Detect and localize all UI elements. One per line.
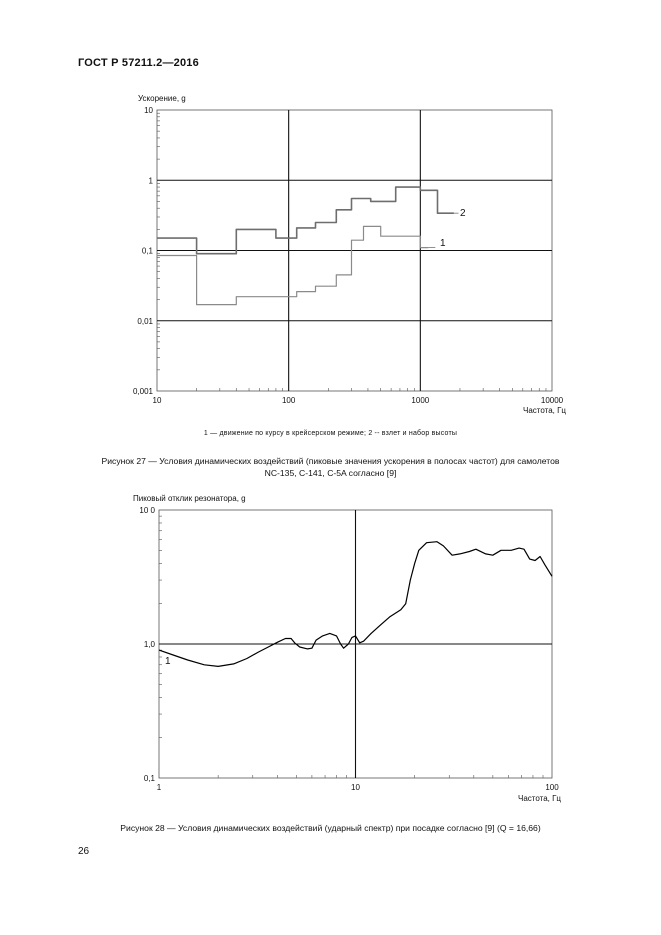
chart1-series-2-line [157, 187, 454, 254]
chart1-y-tick-label-1: 1 [148, 176, 153, 186]
chart2-x-tick-label-1: 1 [156, 783, 162, 792]
chart1-series-tag-2: 2 [460, 208, 466, 219]
figure27-caption [60, 455, 601, 479]
page-number: 26 [78, 846, 90, 857]
chart2-y-tick-label-10 0: 10 0 [139, 506, 155, 515]
page-header: ГОСТ Р 57211.2—2016 [78, 57, 199, 69]
figure27-legend-note: 1 — движение по курсу в крейсерском режиме; 2 -- взлет и набор высоты [203, 430, 458, 437]
chart1-y-tick-label-0,01: 0,01 [137, 316, 153, 326]
chart2-x-tick-label-100: 100 [545, 783, 559, 792]
chart1-series-tag-1: 1 [440, 238, 446, 249]
figure27-caption-line2: NC-135, C-141, C-5A согласно [9] [264, 468, 397, 478]
chart1-y-axis-title: Ускорение, g [138, 94, 186, 103]
chart1-x-tick-label-100: 100 [281, 396, 296, 405]
figure27-caption-line1: Рисунок 27 — Условия динамических воздействий (пиковые значения ускорения в полосах частот) для самолетов [101, 456, 560, 466]
chart1-x-tick-label-1000: 1000 [411, 396, 430, 405]
figure28-caption: Рисунок 28 — Условия динамических воздействий (ударный спектр) при посадке согласно [9] (Q = 16,66) [120, 823, 541, 833]
chart1-x-tick-label-10: 10 [152, 396, 162, 405]
chart1-y-tick-label-0,1: 0,1 [141, 246, 153, 256]
chart2-y-axis-title: Пиковый отклик резонатора, g [133, 494, 246, 503]
chart2-x-axis-title: Частота, Гц [517, 794, 561, 803]
chart2-y-tick-label-0,1: 0,1 [143, 774, 155, 783]
chart1-x-tick-label-10000: 10000 [540, 396, 564, 405]
chart2-x-tick-label-10: 10 [351, 783, 360, 792]
chart1-y-tick-label-10: 10 [144, 106, 153, 115]
chart1-y-tick-label-0,001: 0,001 [132, 387, 153, 396]
chart2-y-tick-label-1,0: 1,0 [143, 640, 155, 649]
chart1-x-axis-title: Частота, Гц [522, 406, 566, 415]
chart2-series-tag-1: 1 [165, 656, 171, 667]
